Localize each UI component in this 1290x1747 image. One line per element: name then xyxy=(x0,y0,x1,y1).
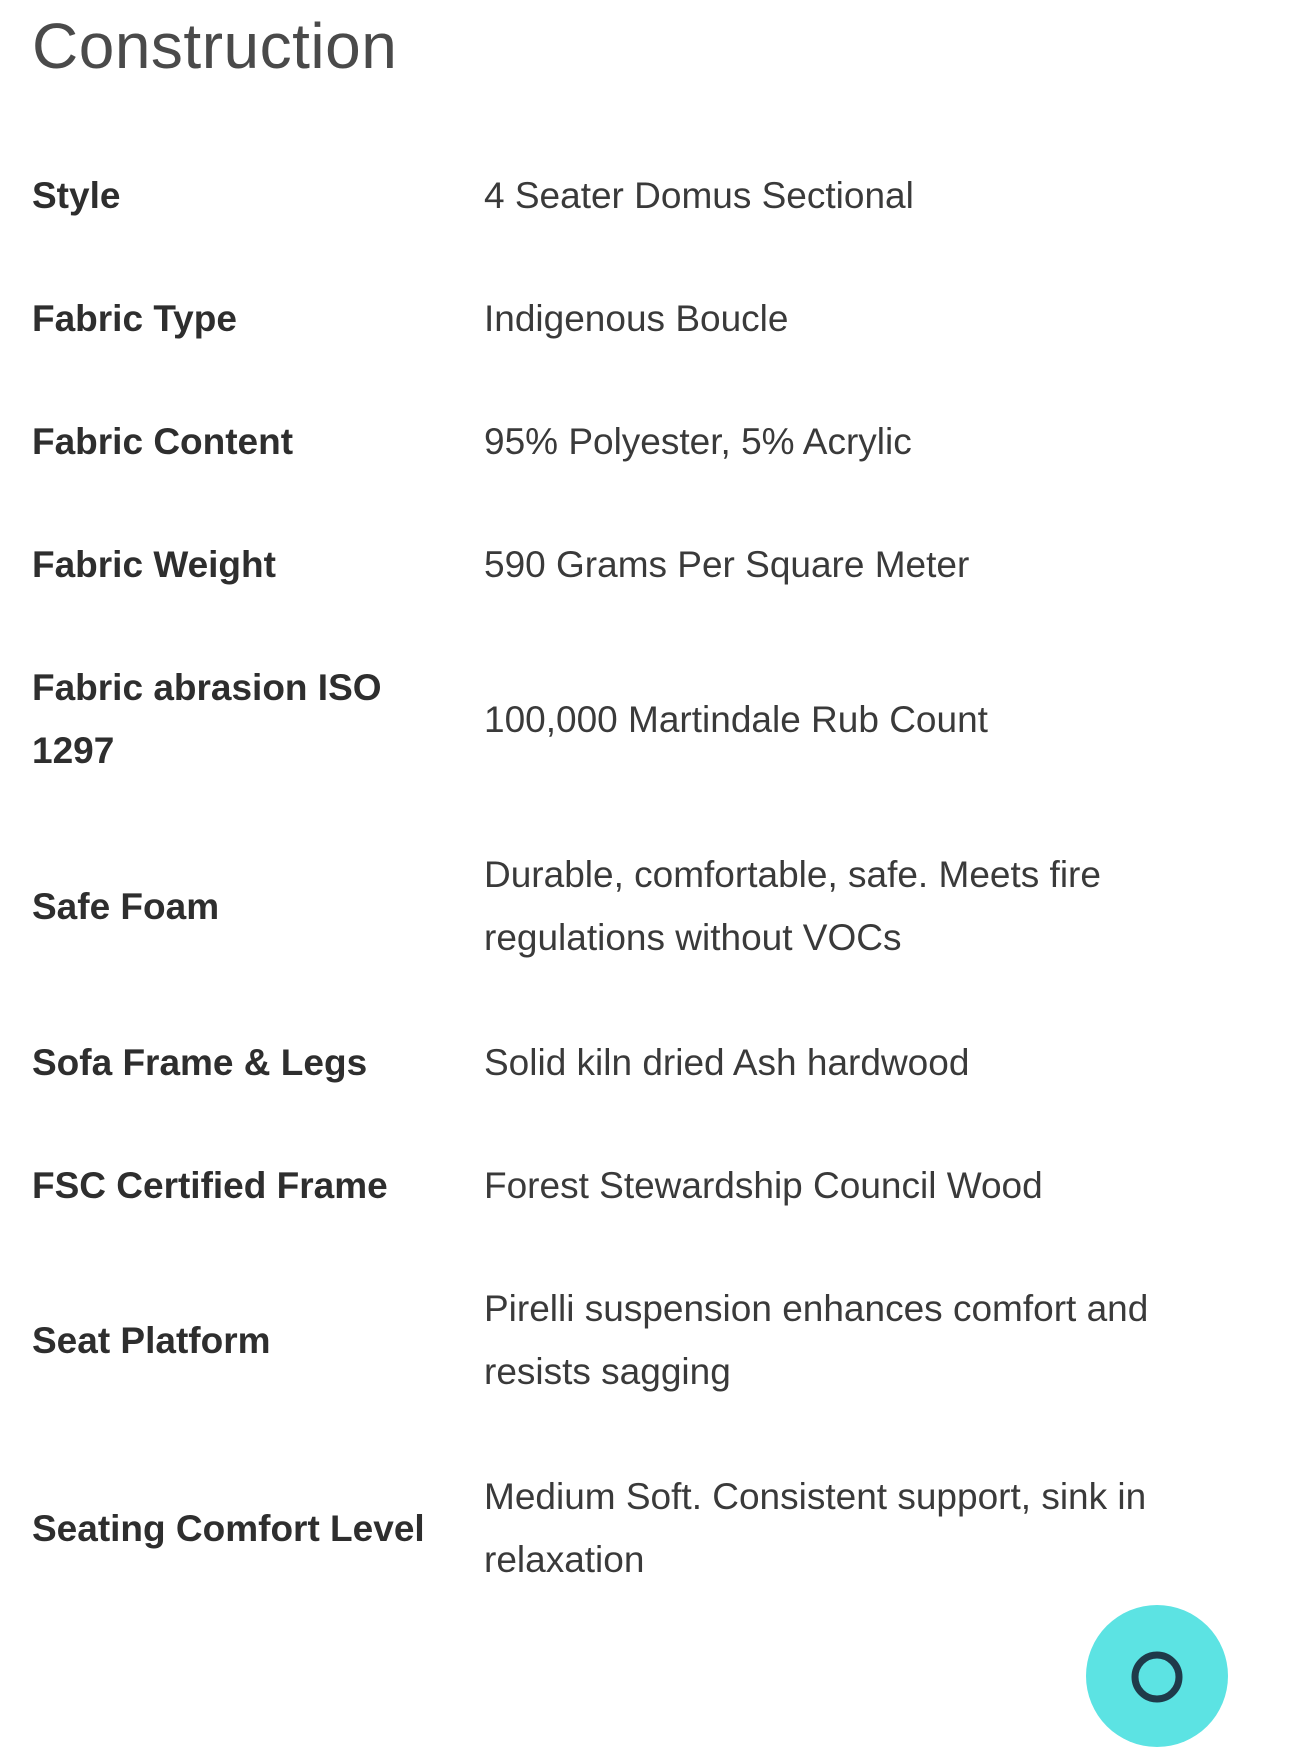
spec-row-seating-comfort xyxy=(32,1465,1258,1591)
spec-row-fsc-frame xyxy=(32,1154,1258,1217)
section-title: Construction xyxy=(32,10,398,82)
spec-row-style xyxy=(32,164,1258,227)
spec-label: Seating Comfort Level xyxy=(32,1507,425,1549)
spec-row-seat-platform xyxy=(32,1277,1258,1403)
spec-row-fabric-type xyxy=(32,287,1258,350)
spec-label: Fabric Weight xyxy=(32,544,276,585)
spec-value: 4 Seater Domus Sectional xyxy=(484,175,914,216)
chat-button[interactable] xyxy=(1086,1605,1228,1747)
spec-row-safe-foam xyxy=(32,843,1258,969)
spec-value: Indigenous Boucle xyxy=(484,298,789,339)
spec-row-fabric-content xyxy=(32,410,1258,473)
spec-label: Style xyxy=(32,175,121,216)
chat-icon xyxy=(1127,1647,1187,1707)
spec-label: Sofa Frame & Legs xyxy=(32,1042,368,1083)
spec-row-fabric-abrasion xyxy=(32,656,1258,782)
spec-label: Safe Foam xyxy=(32,885,220,927)
spec-value: Forest Stewardship Council Wood xyxy=(484,1165,1043,1206)
spec-value: 590 Grams Per Square Meter xyxy=(484,544,970,585)
spec-value: Durable, comfortable, safe. Meets fire regulations without VOCs xyxy=(484,854,1101,958)
spec-label: Seat Platform xyxy=(32,1319,271,1361)
spec-value: Pirelli suspension enhances comfort and resists sagging xyxy=(484,1288,1149,1392)
spec-value: 100,000 Martindale Rub Count xyxy=(484,698,988,740)
spec-value: Medium Soft. Consistent support, sink in relaxation xyxy=(484,1476,1147,1580)
spec-label: Fabric Content xyxy=(32,421,294,462)
spec-label: Fabric Type xyxy=(32,298,237,339)
spec-value: Solid kiln dried Ash hardwood xyxy=(484,1042,970,1083)
spec-label: Fabric abrasion ISO 1297 xyxy=(32,667,382,771)
spec-value: 95% Polyester, 5% Acrylic xyxy=(484,421,912,462)
spec-row-fabric-weight xyxy=(32,533,1258,596)
spec-label: FSC Certified Frame xyxy=(32,1165,388,1206)
spec-row-sofa-frame xyxy=(32,1031,1258,1094)
